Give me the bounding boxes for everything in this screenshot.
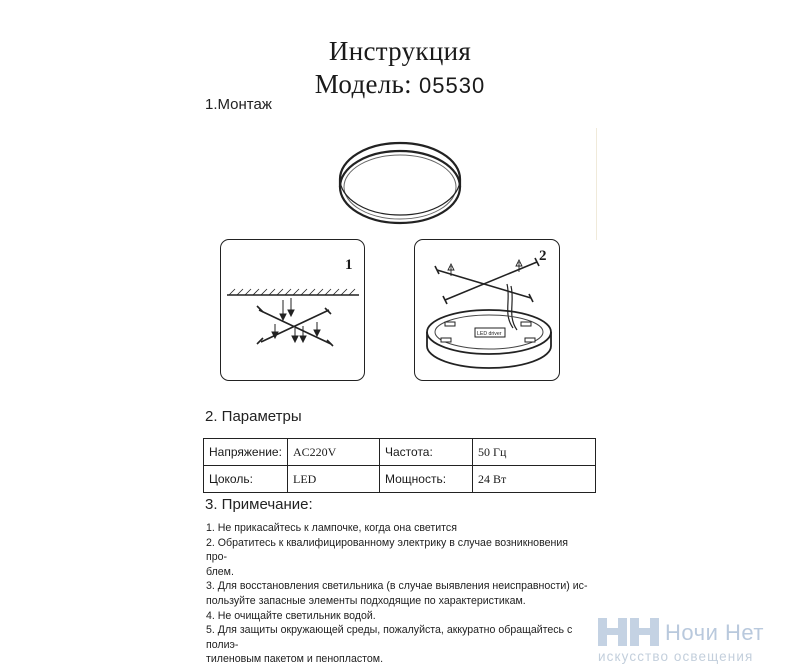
parameters-table [203,438,596,493]
section-mounting-heading: 1.Монтаж [205,96,272,113]
power-label: Мощность: [380,466,473,493]
watermark-brand: Ночи Нет [665,620,764,645]
note-line: пользуйте запасные элементы подходящие по характеристикам. [206,594,526,607]
base-value: LED [288,466,380,493]
section-notes-heading: 3. Примечание: [205,496,313,513]
frequency-label: Частота: [380,439,473,466]
table-row [204,466,596,493]
step-1-number: 1 [345,257,353,273]
step-2-number: 2 [539,248,547,264]
note-line: 1. Не прикасайтесь к лампочке, когда она светится [206,522,457,534]
voltage-label: Напряжение: [204,439,288,466]
power-value: 24 Вт [473,466,596,493]
watermark [598,614,798,664]
model-label: Модель: [314,69,412,99]
fixture-illustration [330,135,470,227]
model-line [0,71,800,98]
step-1-diagram [220,239,365,381]
note-line: 4. Не очищайте светильник водой. [206,609,376,622]
watermark-logo-icon [598,616,660,648]
note-line: 2. Обратитесь к квалифицированному электрику в случае возникновения про- [206,536,568,564]
step-2-diagram [414,239,560,381]
section-params-heading: 2. Параметры [205,408,302,425]
watermark-slogan: искусство освещения [598,649,754,664]
document-title: Инструкция [328,36,472,66]
note-line: 3. Для восстановления светильника (в случае выявления неисправности) ис- [206,580,588,593]
note-line: тиленовым пакетом и пенопластом. [206,653,384,666]
model-number: 05530 [419,73,486,98]
driver-label: LED driver [477,331,502,337]
base-label: Цоколь: [204,466,288,493]
table-row [204,439,596,466]
notes-list [206,521,591,667]
frequency-value: 50 Гц [473,439,596,466]
voltage-value: AC220V [288,439,380,466]
scan-divider [596,128,597,240]
note-line: 5. Для защиты окружающей среды, пожалуйста, аккуратно обращайтесь с полиэ- [206,624,573,651]
note-line: блем. [206,565,234,578]
